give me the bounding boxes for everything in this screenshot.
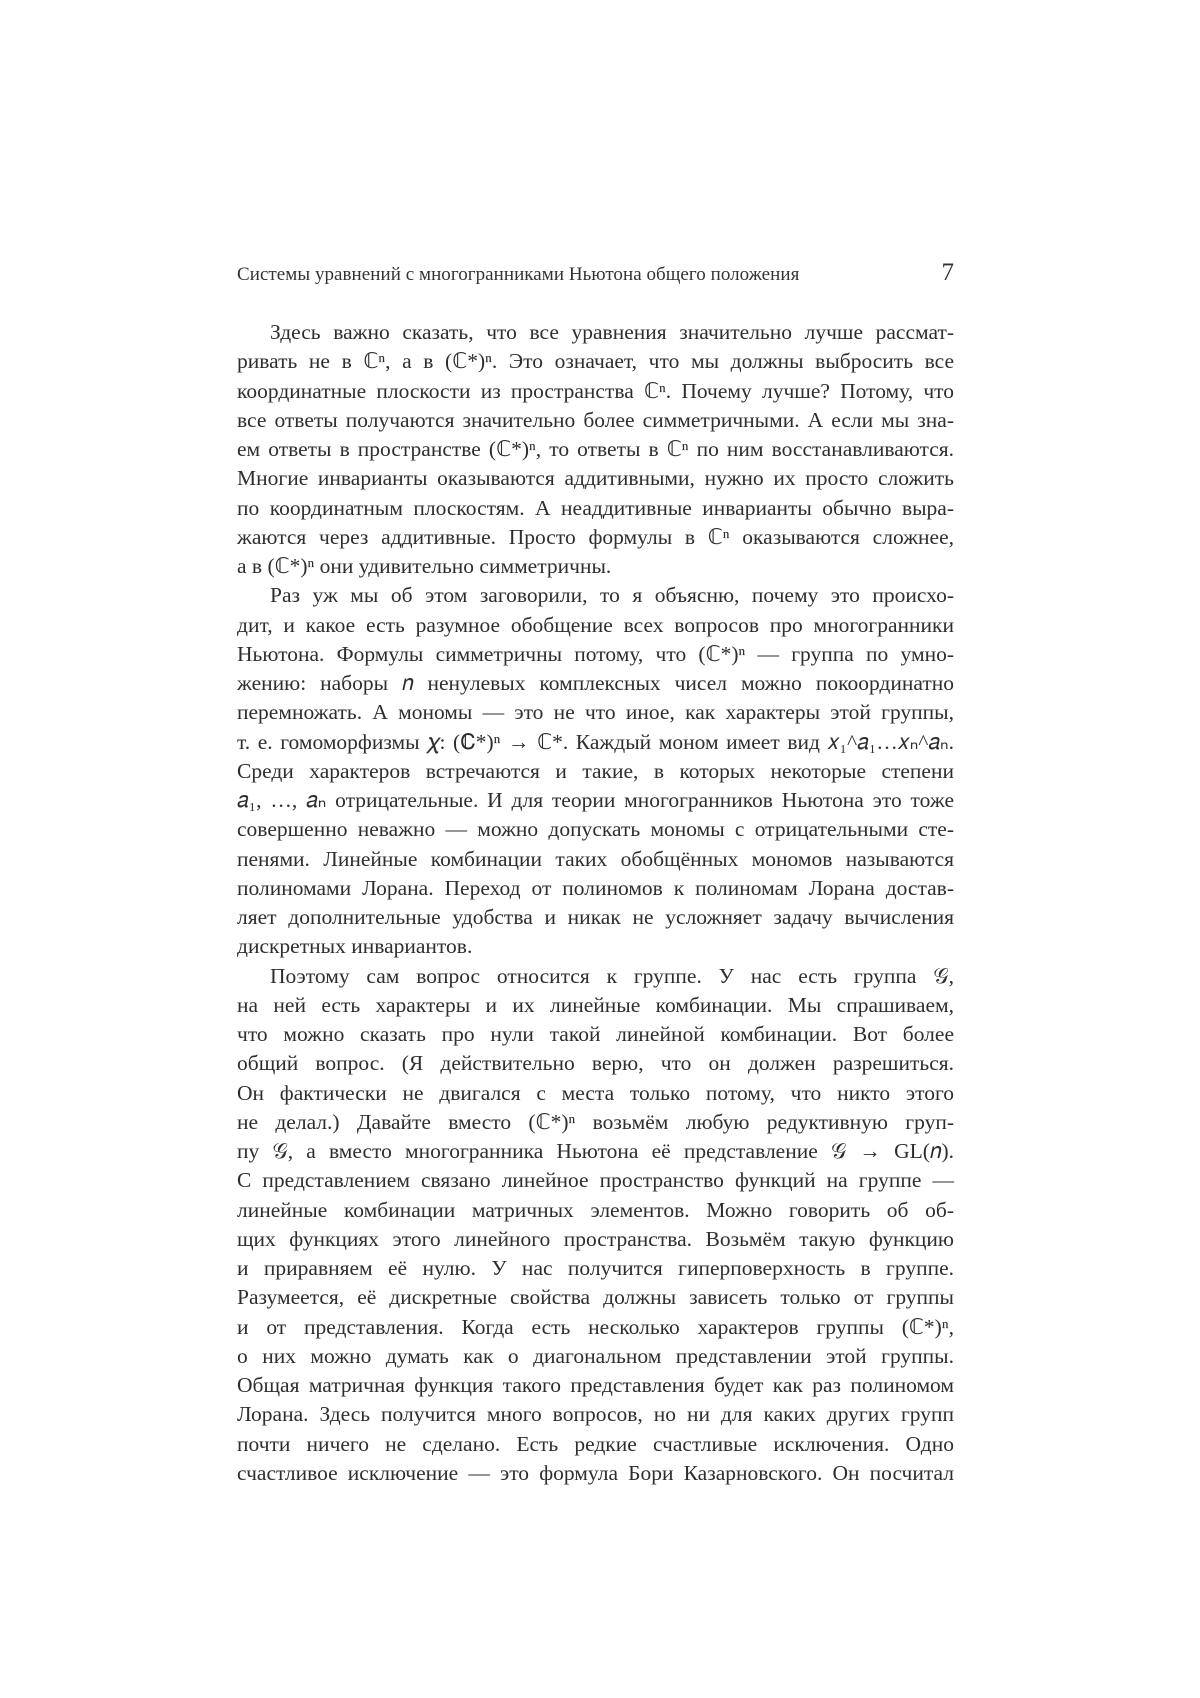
text-line: линейные комбинации матричных элементов. Можно говорить об об- xyxy=(237,1196,954,1225)
text-line: пенями. Линейные комбинации таких обобщённых мономов называются xyxy=(237,845,954,874)
body-text xyxy=(237,318,954,1488)
text-line: Поэтому сам вопрос относится к группе. У нас есть группа 𝒢, xyxy=(237,962,954,991)
text-line: а в (ℂ*)ⁿ они удивительно симметричны. xyxy=(237,552,954,581)
text-line: дискретных инвариантов. xyxy=(237,932,954,961)
text-line: т. е. гомоморфизмы 𝜒: (ℂ*)ⁿ → ℂ*. Каждый моном имеет вид 𝑥₁^𝑎₁…𝑥ₙ^𝑎ₙ. xyxy=(237,728,954,757)
text-line: и приравняем её нулю. У нас получится гиперповерхность в группе. xyxy=(237,1254,954,1283)
text-line: Он фактически не двигался с места только потому, что никто этого xyxy=(237,1079,954,1108)
text-line: пу 𝒢, а вместо многогранника Ньютона её представление 𝒢 → GL(𝑛). xyxy=(237,1137,954,1166)
text-line: почти ничего не сделано. Есть редкие счастливые исключения. Одно xyxy=(237,1430,954,1459)
text-line: полиномами Лорана. Переход от полиномов к полиномам Лорана достав- xyxy=(237,874,954,903)
text-line: Раз уж мы об этом заговорили, то я объясню, почему это происхо- xyxy=(237,581,954,610)
book-page xyxy=(0,0,1200,1698)
text-line: Здесь важно сказать, что все уравнения значительно лучше рассмат- xyxy=(237,318,954,347)
text-line: дит, и какое есть разумное обобщение всех вопросов про многогранники xyxy=(237,611,954,640)
text-line: о них можно думать как о диагональном представлении этой группы. xyxy=(237,1342,954,1371)
text-line: координатные плоскости из пространства ℂⁿ. Почему лучше? Потому, что xyxy=(237,377,954,406)
text-line: Ньютона. Формулы симметричны потому, что (ℂ*)ⁿ — группа по умно- xyxy=(237,640,954,669)
text-line: не делал.) Давайте вместо (ℂ*)ⁿ возьмём любую редуктивную груп- xyxy=(237,1108,954,1137)
text-line: Разумеется, её дискретные свойства должны зависеть только от группы xyxy=(237,1283,954,1312)
text-line: Лорана. Здесь получится много вопросов, но ни для каких других групп xyxy=(237,1400,954,1429)
text-line: Общая матричная функция такого представления будет как раз полиномом xyxy=(237,1371,954,1400)
text-line: что можно сказать про нули такой линейной комбинации. Вот более xyxy=(237,1020,954,1049)
text-line: на ней есть характеры и их линейные комбинации. Мы спрашиваем, xyxy=(237,991,954,1020)
text-line: по координатным плоскостям. А неаддитивные инварианты обычно выра- xyxy=(237,494,954,523)
text-line: перемножать. А мономы — это не что иное, как характеры этой группы, xyxy=(237,698,954,727)
text-line: совершенно неважно — можно допускать мономы с отрицательными сте- xyxy=(237,815,954,844)
text-line: жаются через аддитивные. Просто формулы в ℂⁿ оказываются сложнее, xyxy=(237,523,954,552)
text-line: щих функциях этого линейного пространства. Возьмём такую функцию xyxy=(237,1225,954,1254)
text-line: все ответы получаются значительно более симметричными. А если мы зна- xyxy=(237,406,954,435)
page-number: 7 xyxy=(942,259,955,287)
text-line: счастливое исключение — это формула Бори Казарновского. Он посчитал xyxy=(237,1459,954,1488)
running-title: Системы уравнений с многогранниками Ньютона общего положения xyxy=(237,264,799,286)
text-line: и от представления. Когда есть несколько характеров группы (ℂ*)ⁿ, xyxy=(237,1313,954,1342)
text-line: жению: наборы 𝑛 ненулевых комплексных чисел можно покоординатно xyxy=(237,669,954,698)
text-line: Среди характеров встречаются и такие, в которых некоторые степени xyxy=(237,757,954,786)
text-line: ем ответы в пространстве (ℂ*)ⁿ, то ответы в ℂⁿ по ним восстанавливаются. xyxy=(237,435,954,464)
text-line: ривать не в ℂⁿ, а в (ℂ*)ⁿ. Это означает, что мы должны выбросить все xyxy=(237,347,954,376)
text-line: Многие инварианты оказываются аддитивными, нужно их просто сложить xyxy=(237,464,954,493)
text-line: 𝑎₁, …, 𝑎ₙ отрицательные. И для теории многогранников Ньютона это тоже xyxy=(237,786,954,815)
running-head xyxy=(237,262,954,292)
text-line: С представлением связано линейное пространство функций на группе — xyxy=(237,1166,954,1195)
text-line: общий вопрос. (Я действительно верю, что он должен разрешиться. xyxy=(237,1049,954,1078)
text-line: ляет дополнительные удобства и никак не усложняет задачу вычисления xyxy=(237,903,954,932)
